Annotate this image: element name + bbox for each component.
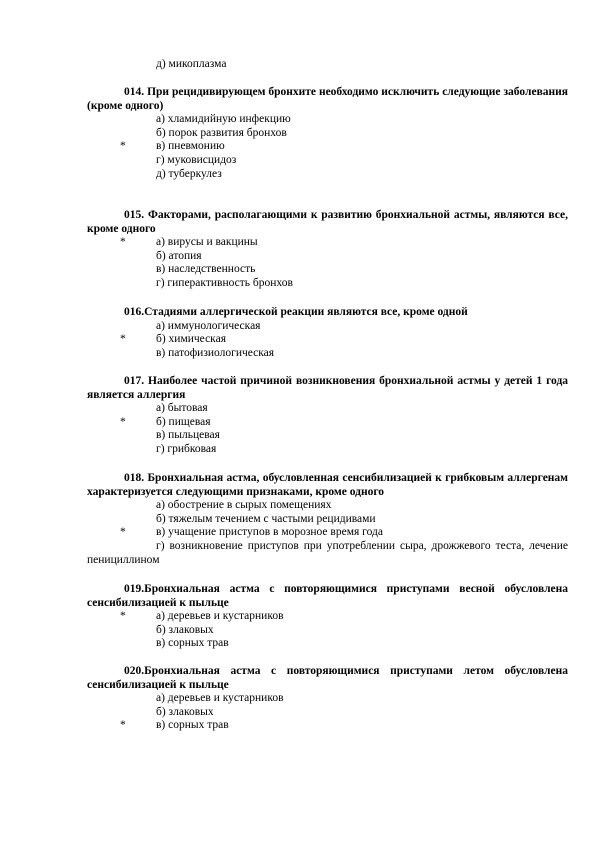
question-title	[87, 209, 568, 236]
option-text: а) деревьев и кустарников	[156, 610, 284, 623]
answer-option	[87, 277, 568, 291]
question-title	[87, 306, 568, 320]
option-text: г) возникновение приступов при употреблении сыра, дрожжевого теста, лечение пенициллином	[87, 539, 568, 566]
answer-option	[87, 333, 568, 347]
correct-marker: *	[120, 333, 126, 346]
question-020	[87, 665, 568, 733]
question-title	[87, 583, 568, 610]
option-text: а) деревьев и кустарников	[156, 692, 284, 705]
question-016	[87, 306, 568, 360]
correct-marker: *	[120, 415, 126, 428]
option-text: д) туберкулез	[156, 167, 222, 180]
answer-option	[87, 513, 568, 527]
question-number: 015.	[124, 209, 145, 221]
answer-option	[87, 320, 568, 334]
option-text: в) сорных трав	[156, 637, 229, 650]
option-text: а) обострение в сырых помещениях	[156, 499, 332, 512]
option-text: б) пищевая	[156, 415, 211, 428]
answer-option	[87, 692, 568, 706]
question-text: Бронхиальная астма с повторяющимися приступами весной обусловлена сенсибилизацией к пыльце	[87, 583, 568, 609]
question-018	[87, 472, 568, 567]
question-title	[87, 375, 568, 402]
option-text: в) пыльцевая	[156, 429, 220, 442]
question-019	[87, 583, 568, 651]
option-text: в) пневмонию	[156, 140, 225, 153]
answer-option	[87, 540, 568, 567]
answer-option	[87, 499, 568, 513]
option-text: в) учащение приступов в морозное время года	[156, 526, 383, 539]
answer-option	[87, 526, 568, 540]
lead-option-block	[87, 58, 568, 72]
question-title	[87, 86, 568, 113]
answer-option	[87, 637, 568, 651]
option-text: б) злаковых	[156, 623, 214, 636]
option-text: в) сорных трав	[156, 719, 229, 732]
option-text: а) иммунологическая	[156, 319, 261, 332]
answer-option	[87, 610, 568, 624]
option-text: а) вирусы и вакцины	[156, 236, 258, 249]
answer-option	[87, 140, 568, 154]
question-title	[87, 472, 568, 499]
answer-option	[87, 58, 568, 72]
option-text: г) гиперактивность бронхов	[156, 276, 293, 289]
answer-option	[87, 429, 568, 443]
question-017	[87, 375, 568, 457]
answer-option	[87, 416, 568, 430]
answer-option	[87, 706, 568, 720]
answer-option	[87, 236, 568, 250]
answer-option	[87, 624, 568, 638]
question-text: Стадиями аллергической реакции являются все, кроме одной	[144, 306, 468, 318]
correct-marker: *	[120, 719, 126, 732]
option-text: д) микоплазма	[156, 58, 227, 70]
answer-option	[87, 250, 568, 264]
question-text: Бронхиальная астма с повторяющимися приступами летом обусловлена сенсибилизацией к пыльце	[87, 665, 568, 691]
answer-option	[87, 113, 568, 127]
correct-marker: *	[120, 610, 126, 623]
option-text: в) патофизиологическая	[156, 346, 275, 359]
question-text: Наиболее частой причиной возникновения бронхиальной астмы у детей 1 года является аллергия	[87, 375, 569, 401]
answer-option	[87, 154, 568, 168]
option-text: а) бытовая	[156, 402, 208, 415]
question-number: 016.	[124, 306, 145, 318]
question-text: Факторами, располагающими к развитию бронхиальной астмы, являются все, кроме одного	[87, 209, 568, 235]
answer-option	[87, 127, 568, 141]
question-number: 018.	[124, 472, 145, 484]
question-text: При рецидивирующем бронхите необходимо исключить следующие заболевания (кроме одного)	[87, 86, 568, 112]
question-014	[87, 86, 568, 181]
correct-marker: *	[120, 526, 126, 539]
question-text: Бронхиальная астма, обусловленная сенсибилизацией к грибковым аллергенам характеризуется следующими признаками, кроме одного	[87, 472, 569, 498]
option-text: б) химическая	[156, 333, 226, 346]
option-text: г) муковисцидоз	[156, 153, 237, 166]
option-text: б) порок развития бронхов	[156, 126, 287, 139]
correct-marker: *	[120, 236, 126, 249]
option-text: б) злаковых	[156, 705, 214, 718]
option-text: г) грибковая	[156, 442, 217, 455]
option-text: б) атопия	[156, 249, 202, 262]
answer-option	[87, 263, 568, 277]
question-015	[87, 209, 568, 291]
question-title	[87, 665, 568, 692]
question-number: 020.	[124, 665, 145, 677]
question-number: 017.	[124, 375, 145, 387]
answer-option	[87, 719, 568, 733]
option-text: а) хламидийную инфекцию	[156, 113, 291, 126]
answer-option	[87, 168, 568, 182]
question-number: 014.	[124, 86, 145, 98]
question-number: 019.	[124, 583, 145, 595]
answer-option	[87, 402, 568, 416]
option-text: б) тяжелым течением с частыми рецидивами	[156, 512, 376, 525]
answer-option	[87, 443, 568, 457]
answer-option	[87, 347, 568, 361]
option-text: в) наследственность	[156, 263, 256, 276]
correct-marker: *	[120, 140, 126, 153]
